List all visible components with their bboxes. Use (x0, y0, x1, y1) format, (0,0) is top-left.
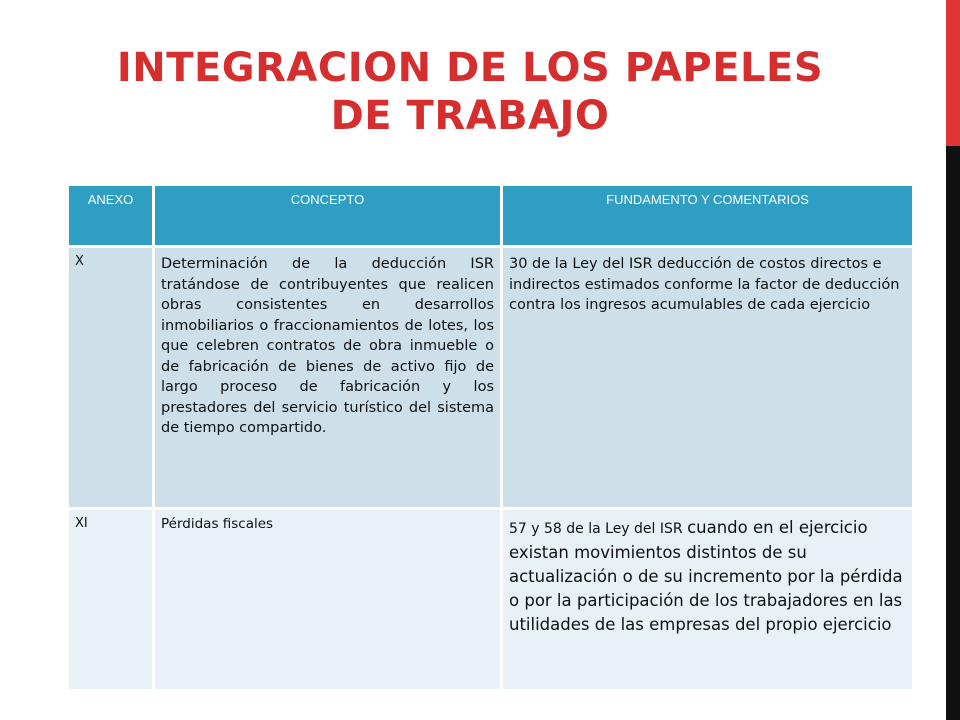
table-row (68, 509, 914, 691)
cell-concepto: Determinación de la deducción ISR tratándose de contribuyentes que realicen obras consistentes en desarrollos inmobiliarios o fraccionamientos de lotes, los que celebren contratos de obra inmueble o de fabricación de bienes de activo fijo de largo proceso de fabricación y los prestadores del servicio turístico del sistema de tiempo compartido. (154, 247, 502, 509)
header-concepto: CONCEPTO (154, 185, 502, 247)
title-line-1: INTEGRACION DE LOS PAPELES (116, 45, 824, 91)
cell-fundamento (502, 509, 914, 691)
papeles-table (66, 183, 915, 692)
fundamento-comment: cuando en el ejercicio existan movimientos distintos de su actualización o de su incremento por la pérdida o por la participación de los trabajadores en las utilidades de las empresas del propio ejercicio (509, 518, 903, 634)
cell-anexo: XI (68, 509, 154, 691)
header-fundamento: FUNDAMENTO Y COMENTARIOS (502, 185, 914, 247)
slide-title (30, 44, 910, 140)
table-row (68, 247, 914, 509)
fundamento-articles: 57 y 58 de la Ley del ISR (509, 521, 688, 537)
cell-anexo: X (68, 247, 154, 509)
header-anexo: ANEXO (68, 185, 154, 247)
red-accent-bar (946, 0, 960, 146)
cell-fundamento: 30 de la Ley del ISR deducción de costos directos e indirectos estimados conforme la factor de deducción contra los ingresos acumulables de cada ejercicio (502, 247, 914, 509)
cell-concepto: Pérdidas fiscales (154, 509, 502, 691)
title-line-2: DE TRABAJO (330, 93, 610, 139)
black-accent-bar (946, 146, 960, 720)
table-header-row (68, 185, 914, 247)
